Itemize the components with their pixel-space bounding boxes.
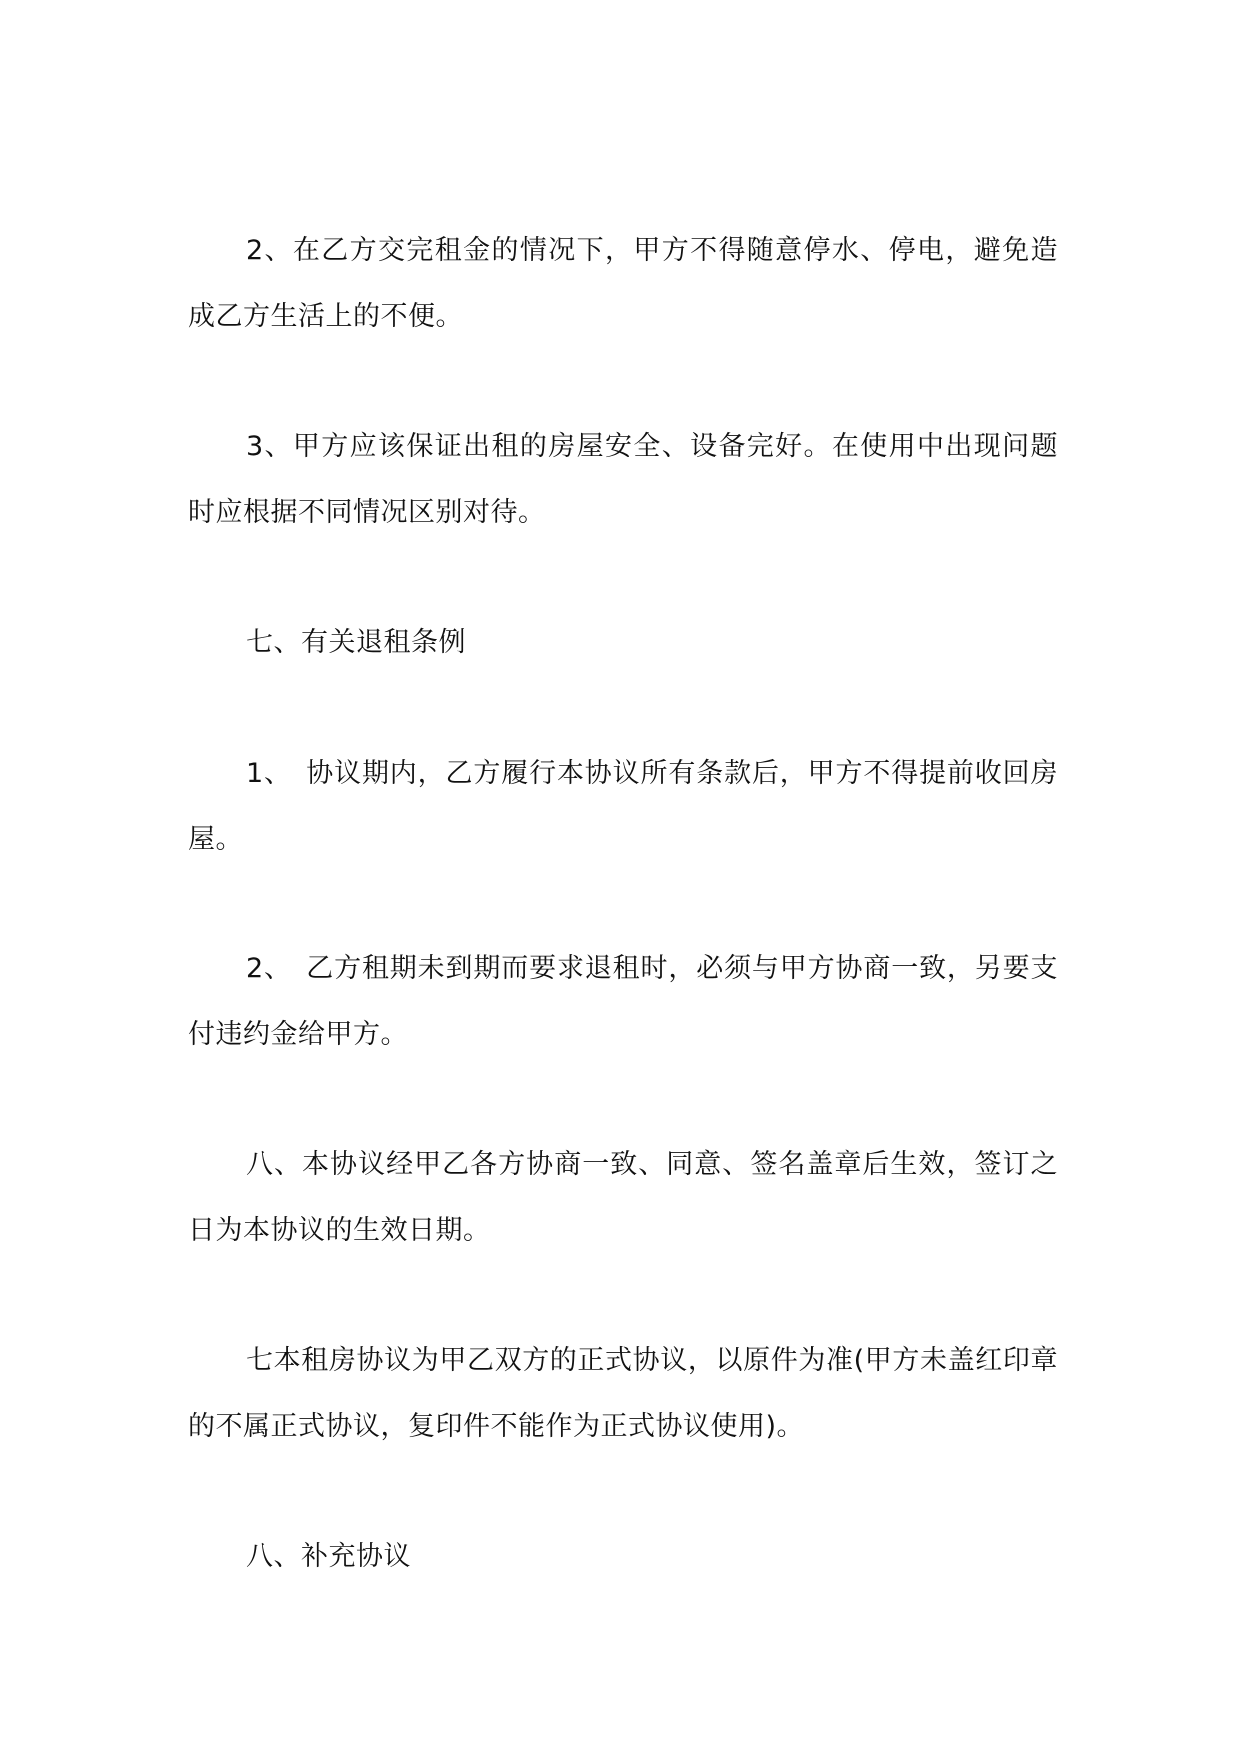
section-heading-supplement: 八、补充协议 <box>246 1541 411 1572</box>
clause-utilities: 2、在乙方交完租金的情况下，甲方不得随意停水、停电，避免造成乙方生活上的不便。 <box>188 235 1058 332</box>
clause-effective-date: 八、本协议经甲乙各方协商一致、同意、签名盖章后生效，签订之日为本协议的生效日期。 <box>188 1149 1058 1246</box>
clause-official-agreement: 七本租房协议为甲乙双方的正式协议，以原件为准(甲方未盖红印章的不属正式协议，复印件不能作为正式协议使用)。 <box>188 1345 1058 1442</box>
clause-no-early-recall: 1、 协议期内，乙方履行本协议所有条款后，甲方不得提前收回房屋。 <box>188 758 1058 855</box>
clause-safety: 3、甲方应该保证出租的房屋安全、设备完好。在使用中出现问题时应根据不同情况区别对待。 <box>188 431 1058 528</box>
section-heading-termination: 七、有关退租条例 <box>246 627 466 658</box>
clause-early-termination: 2、 乙方租期未到期而要求退租时，必须与甲方协商一致，另要支付违约金给甲方。 <box>188 953 1058 1050</box>
